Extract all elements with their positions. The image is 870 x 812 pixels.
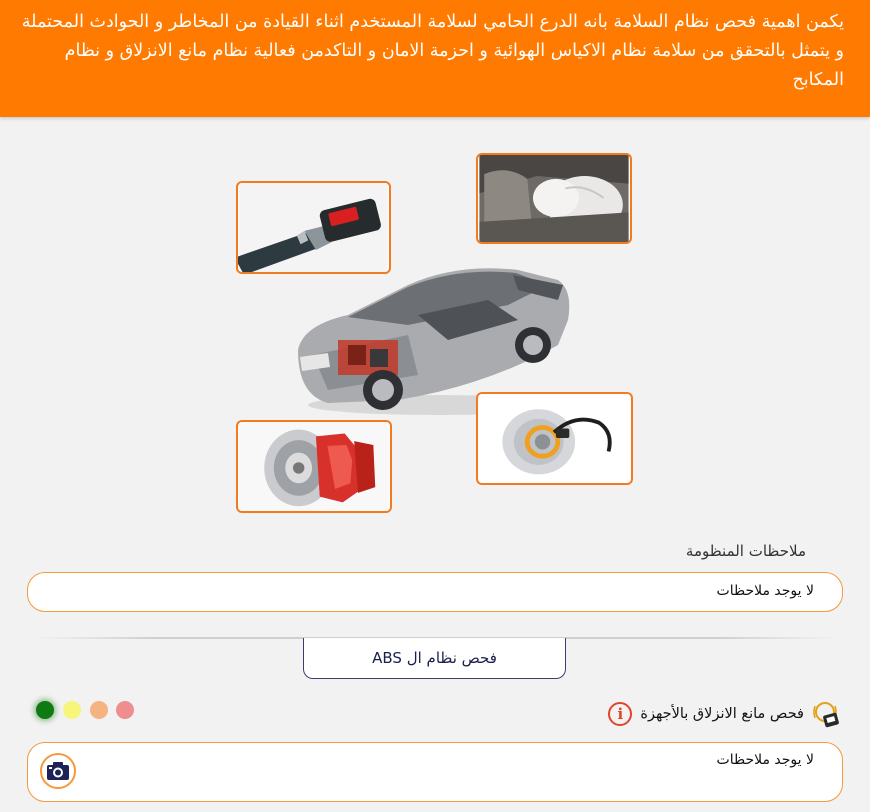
airbag-icon [478, 155, 630, 242]
abs-sensor-icon [478, 394, 631, 483]
status-light-green[interactable] [36, 701, 54, 719]
safety-system-diagram [0, 140, 870, 520]
abs-device-check-label: فحص مانع الانزلاق بالأجهزة [640, 706, 804, 722]
camera-icon [46, 761, 70, 781]
abs-sensor-image [476, 392, 633, 485]
safety-description: يكمن اهمية فحص نظام السلامة بانه الدرع الحامي لسلامة المستخدم اثناء القيادة من المخاطر و الحوادث المحتملة و يتمثل بالتحقق من سلامة نظام الاكياس الهوائية و احزمة الامان و التاكدمن فعالية نظام مانع الانزلاق و نظام المكابح [21, 12, 844, 90]
abs-icon [812, 700, 840, 728]
brake-disc-image [236, 420, 392, 513]
info-icon[interactable]: i [608, 702, 632, 726]
status-light-orange[interactable] [90, 701, 108, 719]
device-notes-text: لا يوجد ملاحظات [716, 752, 814, 768]
system-notes-text: لا يوجد ملاحظات [716, 583, 814, 599]
system-notes-label: ملاحظات المنظومة [685, 542, 806, 560]
tab-abs-check[interactable]: فحص نظام ال ABS [303, 638, 566, 679]
device-notes-box[interactable] [27, 742, 843, 802]
system-notes-box[interactable] [27, 572, 843, 612]
airbag-image [476, 153, 632, 244]
header-banner [0, 0, 870, 117]
brake-disc-icon [238, 422, 390, 511]
camera-button[interactable] [40, 753, 76, 789]
abs-device-check [608, 700, 840, 728]
status-light-red[interactable] [116, 701, 134, 719]
status-light-yellow[interactable] [63, 701, 81, 719]
